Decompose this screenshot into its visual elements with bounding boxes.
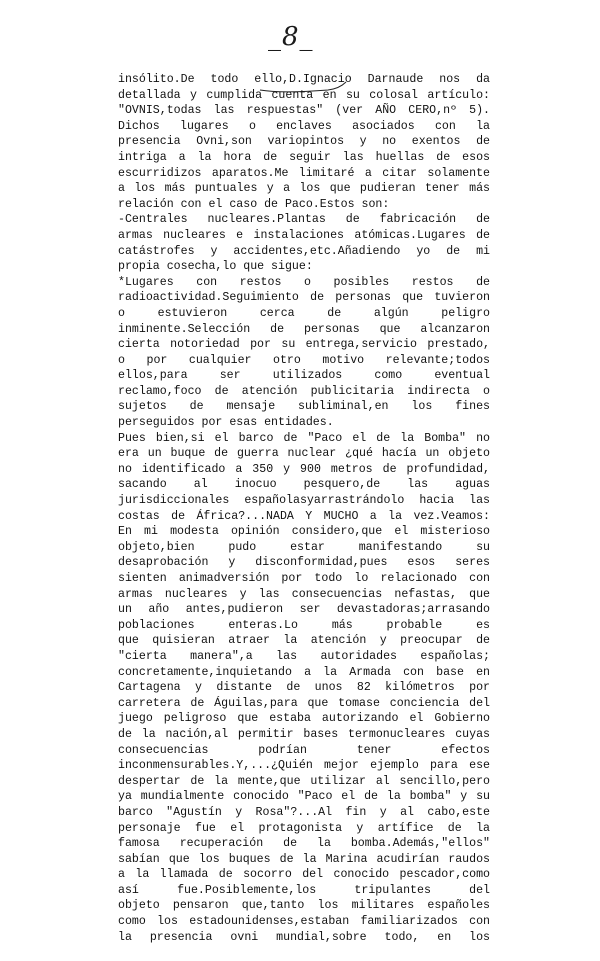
text-line: desaprobación y disconformidad,pues esos seres (118, 556, 490, 570)
text-line: a la llamada de socorro del conocido pescador,como (118, 868, 490, 882)
text-line: armas nucleares e instalaciones atómicas.Lugares de (118, 228, 490, 242)
text-line: de la nación,al permitir bases termonucleares cuyas (118, 727, 490, 741)
text-line: propia cosecha,lo que sigue: (118, 260, 313, 274)
text-line: inminente.Selección de personas que alcanzaron (118, 322, 490, 336)
text-line: la presencia ovni mundial,sobre todo, en los (118, 930, 490, 944)
text-line: carretera de Águilas,para que tomase conciencia del (118, 696, 490, 710)
text-line: Pues bien,si el barco de "Paco el de la Bomba" no (118, 431, 490, 445)
text-line: armas nucleares y las consecuencias nefastas, que (118, 587, 490, 601)
text-line: sienten animadversión por todo lo relacionado con (118, 572, 490, 585)
text-line: jurisdiccionales españolasyarrastrándolo hacia las (118, 494, 490, 508)
text-line: relación con el caso de Paco.Estos son: (118, 197, 390, 211)
text-line: como los estadounidenses,estaban familiarizados con (118, 915, 490, 929)
text-line: escurridizos aparatos.Me limitaré a citar solamente (118, 166, 490, 180)
text-line: a los más puntuales y a los que pudieran tener más (118, 182, 490, 196)
text-line: concretamente,inquietando a la Armada con base en (118, 665, 490, 679)
text-line: "OVNIS,todas las respuestas" (ver AÑO CERO,nº 5). (118, 104, 490, 118)
text-line: sabían que los buques de la Marina acudirían raudos (118, 852, 490, 866)
text-line: ellos,para ser utilizados como eventual (118, 369, 490, 383)
text-line: detallada y cumplida cuenta en su colosal artículo: (118, 88, 490, 102)
text-line: que quisieran atraer la atención y preocupar de (118, 634, 490, 648)
text-line: "cierta manera",a las autoridades españolas; (118, 649, 490, 663)
text-line: objeto,bien pudo estar manifestando su (118, 540, 490, 554)
text-line: no identificado a 350 y 900 metros de profundidad, (118, 462, 490, 476)
text-line: personaje fue el protagonista y artífice de la (118, 821, 490, 835)
text-line: ya mundialmente conocido "Paco el de la bomba" y su (118, 790, 490, 804)
body-text (118, 72, 490, 961)
text-line: barco "Agustín y Rosa"?...Al fin y al cabo,este (118, 805, 490, 819)
text-line: Cartagena y distante de unos 82 kilómetros por (118, 681, 490, 695)
text-line: o por cualquier otro motivo relevante;todos (118, 353, 490, 367)
text-line: juego peligroso que estaba autorizando el Gobierno (118, 712, 490, 726)
text-line: objeto pensaron que,tanto los militares españoles (118, 899, 490, 913)
page-number: _8_ (268, 22, 314, 52)
text-line: perseguidos por esas entidades. (118, 416, 334, 430)
text-line: intriga a la hora de seguir las huellas de esos (118, 150, 490, 164)
text-line: inconmensurables.Y,...¿Quién mejor ejemplo para ese (118, 759, 490, 773)
text-line: poblaciones enteras.Lo más probable es (118, 618, 490, 632)
text-line: consecuencias podrían tener efectos (118, 743, 490, 757)
text-line: Dichos lugares o enclaves asociados con la (118, 119, 490, 133)
text-line: -Centrales nucleares.Plantas de fabricación de (118, 213, 490, 227)
text-line: o estuvieron cerca de algún peligro (118, 306, 490, 320)
text-line: insólito.De todo ello,D.Ignacio Darnaude nos da (118, 73, 490, 86)
text-line: cierta notoriedad por su entrega,servicio prestado, (118, 338, 490, 352)
text-line: era un buque de guerra nuclear ¿qué hacía un objeto (118, 447, 490, 461)
text-line: radioactividad.Seguimiento de personas que tuvieron (118, 291, 490, 305)
text-line: presencia Ovni,son variopintos y no exentos de (118, 135, 490, 149)
text-line: reclamo,foco de atención publicitaria indirecta o (118, 384, 490, 398)
text-line: despertar de la mente,que utilizar al sencillo,pero (118, 774, 490, 788)
text-line: así fue.Posiblemente,los tripulantes del (118, 883, 490, 897)
text-line: sujetos de mensaje subliminal,en los fines (118, 400, 490, 414)
text-line (118, 945, 490, 961)
text-line: catástrofes y accidentes,etc.Añadiendo yo de mi (118, 244, 490, 258)
text-line: famosa recuperación de la bomba.Además,"ellos" (118, 837, 490, 851)
text-line: costas de África?...NADA Y MUCHO a la vez.Veamos: (118, 509, 490, 523)
text-line: *Lugares con restos o posibles restos de (118, 275, 490, 289)
text-line: En mi modesta opinión considero,que el misterioso (118, 525, 490, 539)
text-line: sacando al inocuo pesquero,de las aguas (118, 478, 490, 492)
text-line: un año antes,pudieron ser devastadoras;arrasando (118, 603, 490, 617)
